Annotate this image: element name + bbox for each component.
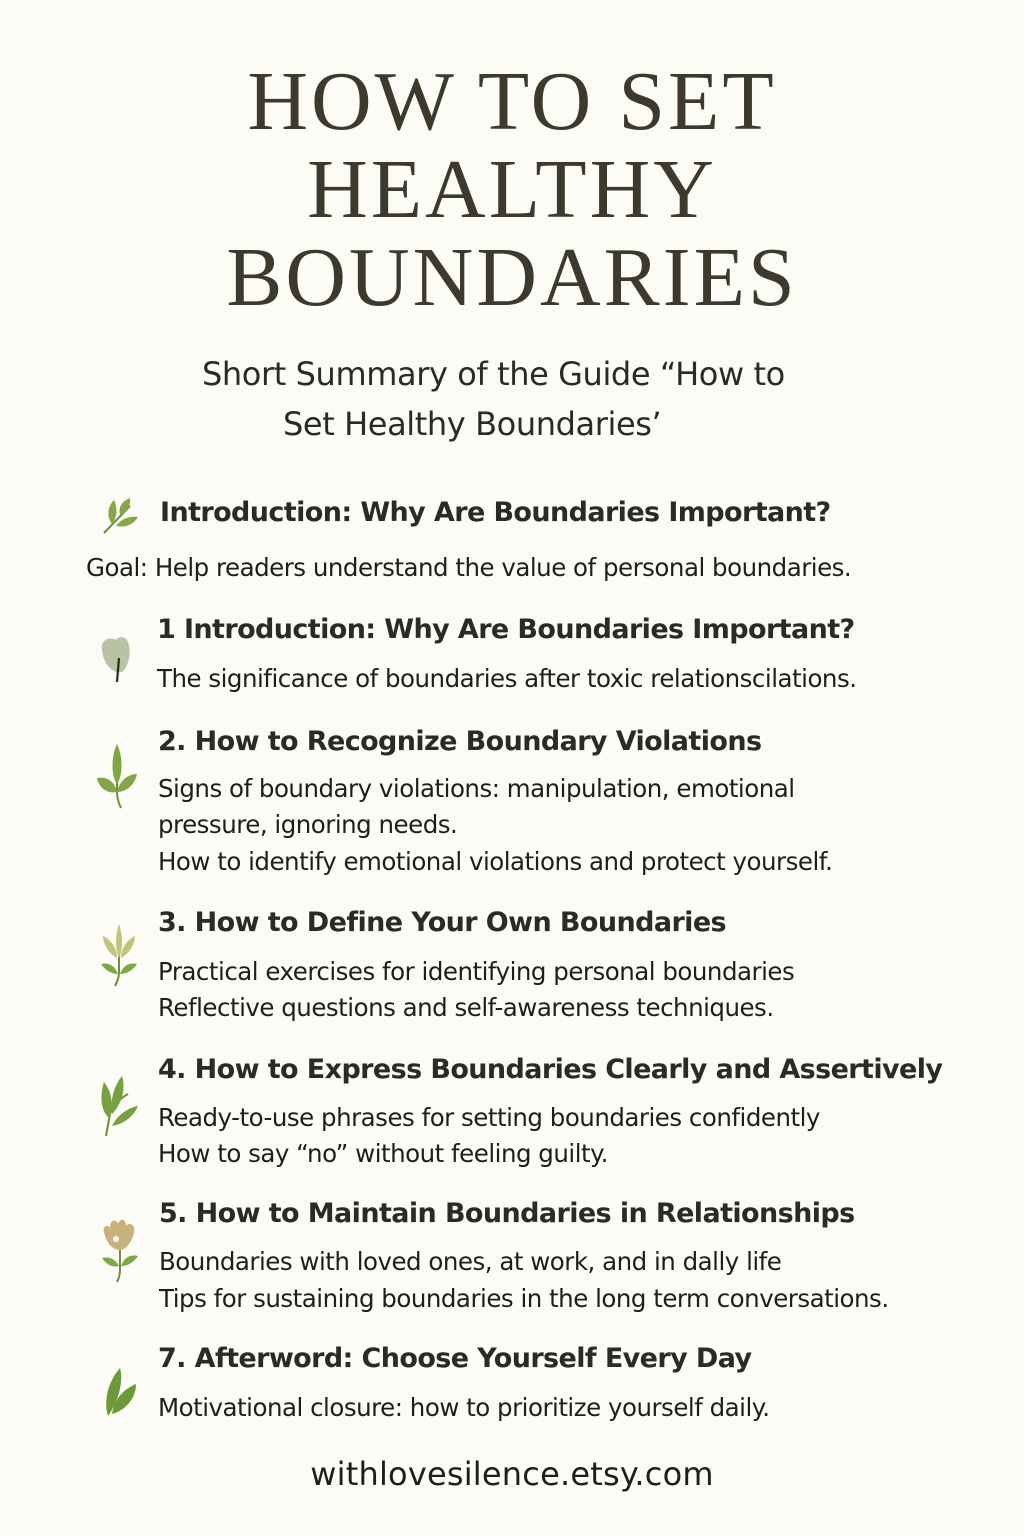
section-2-line-2: pressure, ignoring needs. [158,810,458,839]
title-line-3: BOUNDARIES [226,231,798,324]
pale-leaf-icon [98,632,138,684]
section-7-line-1: Motivational closure: how to prioritize yourself daily. [158,1393,770,1422]
section-4-line-2: How to say “no” without feeling guilty. [158,1139,608,1168]
subtitle-line-1: Short Summary of the Guide “How to [202,355,785,393]
section-1-line-1: The significance of boundaries after toxic relationscilations. [157,664,857,693]
page-title [0,55,1024,324]
two-leaf-icon [100,1360,140,1418]
intro-heading: Introduction: Why Are Boundaries Important? [160,497,831,528]
section-2-line-3: How to identify emotional violations and protect yourself. [158,847,833,876]
section-3-line-1: Practical exercises for identifying personal boundaries [158,957,795,986]
leaf-branch-icon [98,1074,140,1138]
section-5-line-1: Boundaries with loved ones, at work, and in dally life [159,1247,782,1276]
section-5-line-2: Tips for sustaining boundaries in the long term conversations. [159,1284,889,1313]
section-3-heading: 3. How to Define Your Own Boundaries [158,907,726,938]
subtitle-line-2: Set Healthy Boundaries’ [283,405,662,443]
title-line-1: HOW TO SET [247,55,777,148]
section-5-heading: 5. How to Maintain Boundaries in Relationships [159,1198,855,1229]
section-1-heading: 1 Introduction: Why Are Boundaries Important? [157,614,855,645]
section-2-line-1: Signs of boundary violations: manipulation, emotional [158,774,795,803]
section-4-heading: 4. How to Express Boundaries Clearly and Assertively [158,1054,943,1085]
leaf-sprig-icon [100,496,142,536]
section-7-heading: 7. Afterword: Choose Yourself Every Day [158,1343,752,1374]
sprout-icon [97,920,141,988]
section-2-heading: 2. How to Recognize Boundary Violations [158,726,762,757]
intro-goal: Goal: Help readers understand the value of personal boundaries. [86,553,852,582]
title-line-2: HEALTHY [307,143,717,236]
footer-url[interactable]: withlovesilence.etsy.com [310,1455,714,1493]
section-3-line-2: Reflective questions and self-awareness techniques. [158,993,774,1022]
flower-icon [98,1216,142,1284]
section-4-line-1: Ready-to-use phrases for setting boundaries confidently [158,1103,820,1132]
three-leaf-sprig-icon [95,742,141,810]
